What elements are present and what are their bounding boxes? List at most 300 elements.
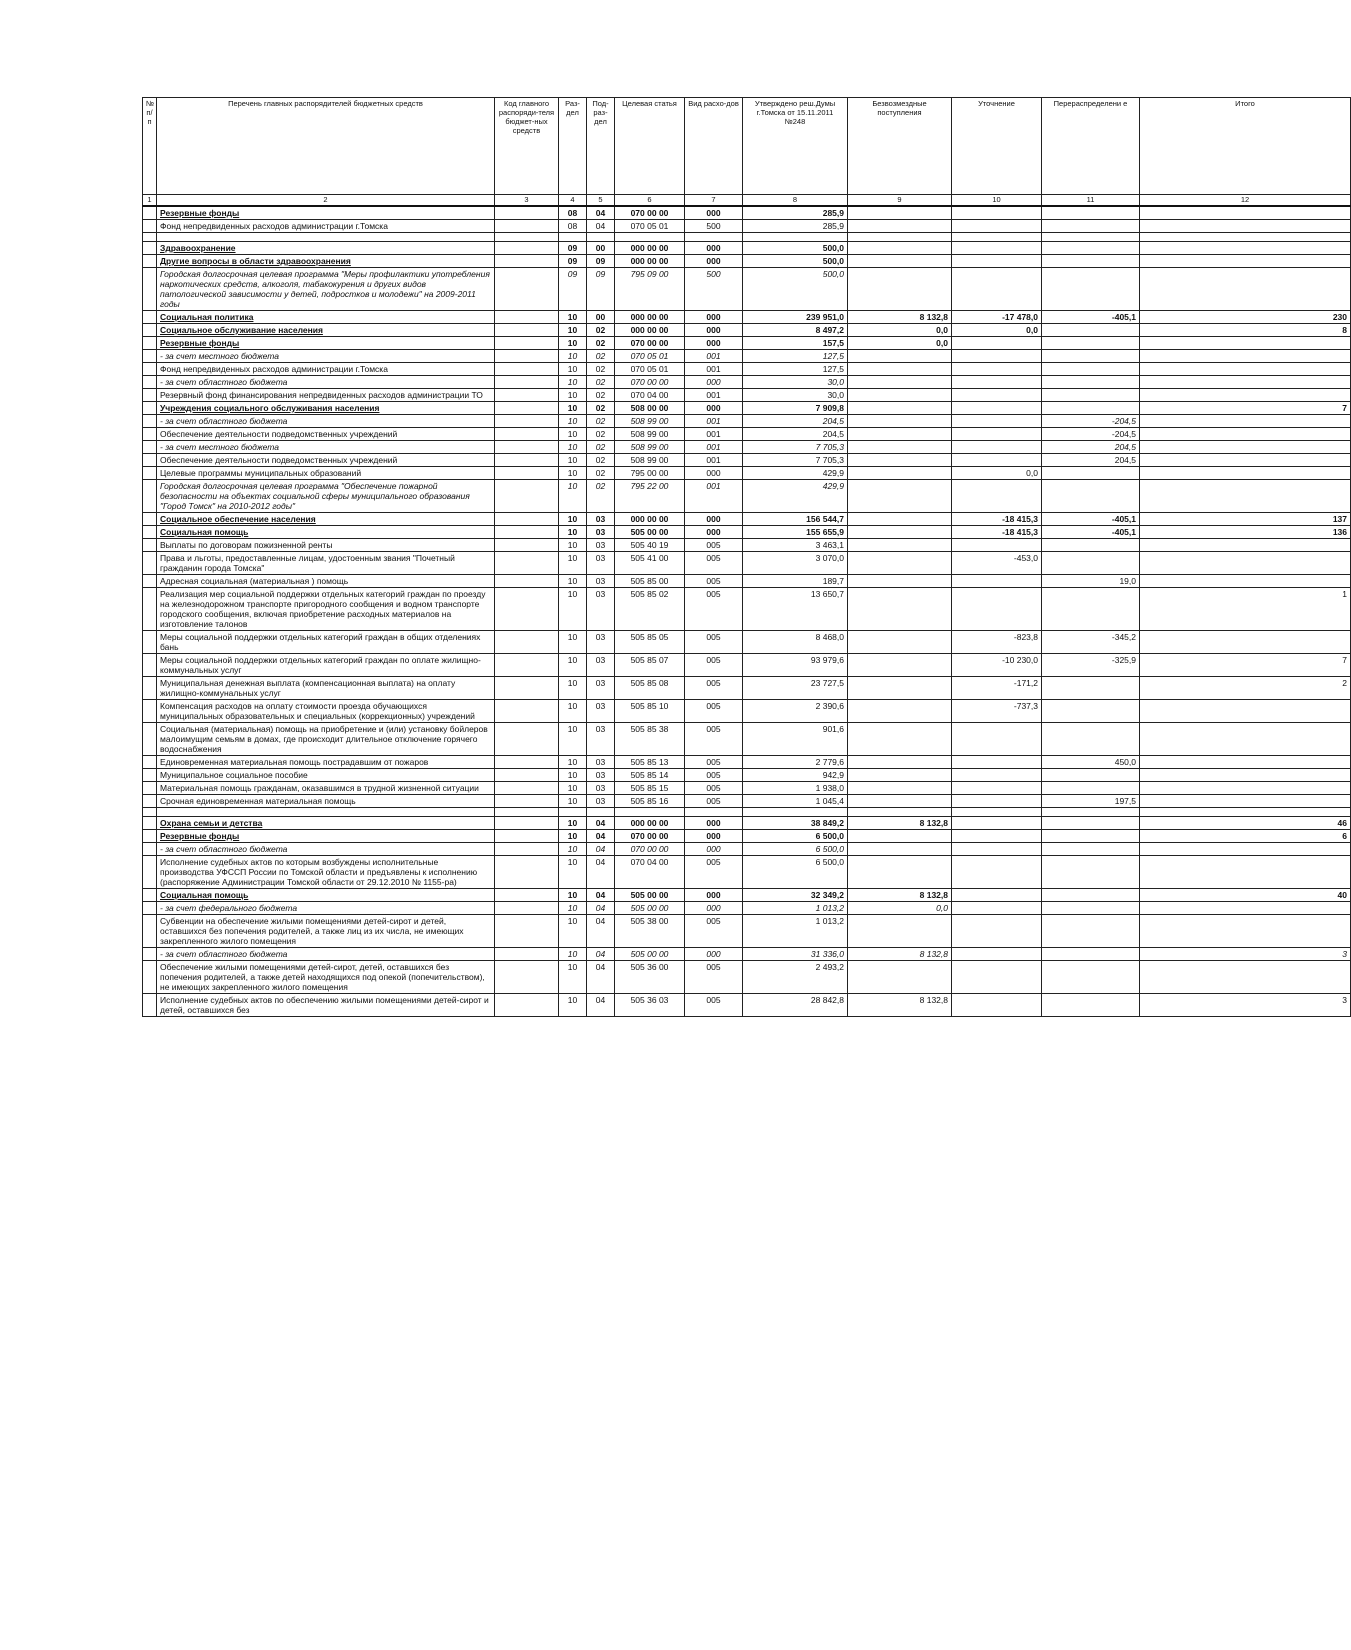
row-name: Резервные фонды <box>157 830 495 843</box>
row-total <box>1140 206 1351 220</box>
row-vid: 000 <box>685 889 743 902</box>
row-approved: 500,0 <box>743 242 848 255</box>
column-number: 10 <box>952 195 1042 207</box>
table-row <box>143 631 1351 654</box>
row-free-receipts <box>848 454 952 467</box>
row-podrazdel: 02 <box>587 376 615 389</box>
row-code <box>495 454 559 467</box>
row-article: 000 00 00 <box>615 242 685 255</box>
row-vid: 001 <box>685 454 743 467</box>
row-free-receipts: 8 132,8 <box>848 994 952 1017</box>
row-approved: 127,5 <box>743 350 848 363</box>
row-clarification: -453,0 <box>952 552 1042 575</box>
row-podrazdel: 02 <box>587 441 615 454</box>
row-total <box>1140 363 1351 376</box>
row-index <box>143 575 157 588</box>
row-code <box>495 889 559 902</box>
row-vid: 000 <box>685 206 743 220</box>
row-clarification <box>952 782 1042 795</box>
row-redistribution <box>1042 808 1140 817</box>
row-index <box>143 961 157 994</box>
row-index <box>143 552 157 575</box>
row-article: 505 00 00 <box>615 526 685 539</box>
spacer-row <box>143 233 1351 242</box>
row-clarification: 0,0 <box>952 467 1042 480</box>
row-approved: 8 468,0 <box>743 631 848 654</box>
row-name: Социальное обеспечение населения <box>157 513 495 526</box>
row-approved: 127,5 <box>743 363 848 376</box>
row-total: 7 <box>1140 654 1351 677</box>
row-article: 505 85 07 <box>615 654 685 677</box>
row-name: Компенсация расходов на оплату стоимости проезда обучающихся муниципальных образовательных и специальных (коррекционных) учреждений <box>157 700 495 723</box>
row-vid: 000 <box>685 324 743 337</box>
row-redistribution <box>1042 242 1140 255</box>
row-podrazdel: 09 <box>587 268 615 311</box>
row-total <box>1140 552 1351 575</box>
row-free-receipts <box>848 552 952 575</box>
row-index <box>143 402 157 415</box>
table-row <box>143 526 1351 539</box>
row-code <box>495 220 559 233</box>
row-article: 505 36 00 <box>615 961 685 994</box>
column-header: Вид расхо-дов <box>685 98 743 195</box>
table-row <box>143 588 1351 631</box>
row-razdel: 10 <box>559 324 587 337</box>
column-header: Перечень главных распорядителей бюджетных средств <box>157 98 495 195</box>
column-header: Итого <box>1140 98 1351 195</box>
row-article: 070 00 00 <box>615 376 685 389</box>
row-redistribution <box>1042 467 1140 480</box>
row-approved: 1 013,2 <box>743 915 848 948</box>
row-code <box>495 539 559 552</box>
row-approved: 93 979,6 <box>743 654 848 677</box>
row-vid: 005 <box>685 631 743 654</box>
row-name: Выплаты по договорам пожизненной ренты <box>157 539 495 552</box>
column-header: № п/п <box>143 98 157 195</box>
row-article: 070 00 00 <box>615 843 685 856</box>
row-approved: 239 951,0 <box>743 311 848 324</box>
row-razdel: 08 <box>559 206 587 220</box>
row-vid: 000 <box>685 843 743 856</box>
row-podrazdel: 03 <box>587 782 615 795</box>
budget-table <box>142 97 1351 1017</box>
row-free-receipts <box>848 700 952 723</box>
row-vid: 000 <box>685 513 743 526</box>
row-free-receipts <box>848 677 952 700</box>
row-clarification <box>952 441 1042 454</box>
row-index <box>143 467 157 480</box>
table-row <box>143 782 1351 795</box>
row-name: Социальная (материальная) помощь на приобретение и (или) установку бойлеров малоимущим семьям в домах, где происходит длительное отключение горячего водоснабжения <box>157 723 495 756</box>
row-total: 3 <box>1140 948 1351 961</box>
row-redistribution <box>1042 363 1140 376</box>
row-code <box>495 513 559 526</box>
row-index <box>143 588 157 631</box>
row-redistribution: -345,2 <box>1042 631 1140 654</box>
row-vid: 005 <box>685 782 743 795</box>
row-total <box>1140 220 1351 233</box>
row-clarification: -17 478,0 <box>952 311 1042 324</box>
row-article: 508 99 00 <box>615 415 685 428</box>
row-code <box>495 255 559 268</box>
column-header: Код главного распоряди-теля бюджет-ных средств <box>495 98 559 195</box>
row-free-receipts <box>848 255 952 268</box>
row-approved: 189,7 <box>743 575 848 588</box>
row-podrazdel: 02 <box>587 363 615 376</box>
row-total <box>1140 350 1351 363</box>
row-approved: 429,9 <box>743 480 848 513</box>
row-vid: 000 <box>685 817 743 830</box>
row-clarification <box>952 454 1042 467</box>
row-clarification <box>952 539 1042 552</box>
row-podrazdel: 02 <box>587 350 615 363</box>
table-row <box>143 454 1351 467</box>
row-code <box>495 337 559 350</box>
row-total <box>1140 843 1351 856</box>
row-index <box>143 480 157 513</box>
table-row <box>143 467 1351 480</box>
table-row <box>143 242 1351 255</box>
column-number: 12 <box>1140 195 1351 207</box>
row-total <box>1140 233 1351 242</box>
row-name: - за счет областного бюджета <box>157 948 495 961</box>
row-index <box>143 376 157 389</box>
row-vid: 005 <box>685 961 743 994</box>
row-clarification <box>952 723 1042 756</box>
row-code <box>495 654 559 677</box>
row-index <box>143 324 157 337</box>
row-redistribution: 197,5 <box>1042 795 1140 808</box>
row-free-receipts: 0,0 <box>848 337 952 350</box>
row-code <box>495 311 559 324</box>
row-clarification: -737,3 <box>952 700 1042 723</box>
row-vid: 000 <box>685 255 743 268</box>
row-redistribution: -405,1 <box>1042 311 1140 324</box>
row-razdel <box>559 233 587 242</box>
row-redistribution <box>1042 268 1140 311</box>
row-index <box>143 723 157 756</box>
row-clarification <box>952 206 1042 220</box>
row-name: Обеспечение деятельности подведомственных учреждений <box>157 454 495 467</box>
row-code <box>495 324 559 337</box>
row-approved: 204,5 <box>743 415 848 428</box>
table-row <box>143 324 1351 337</box>
row-razdel: 10 <box>559 575 587 588</box>
row-podrazdel: 02 <box>587 467 615 480</box>
row-code <box>495 782 559 795</box>
row-podrazdel: 09 <box>587 255 615 268</box>
row-name: Городская долгосрочная целевая программа "Обеспечение пожарной безопасности на объектах социальной сферы муниципального образования "Город Томск" на 2010-2012 годы" <box>157 480 495 513</box>
row-index <box>143 631 157 654</box>
row-vid: 500 <box>685 268 743 311</box>
row-free-receipts <box>848 795 952 808</box>
row-total <box>1140 700 1351 723</box>
table-row <box>143 961 1351 994</box>
row-index <box>143 539 157 552</box>
table-row <box>143 756 1351 769</box>
column-number: 8 <box>743 195 848 207</box>
row-clarification: -18 415,3 <box>952 526 1042 539</box>
row-approved: 2 493,2 <box>743 961 848 994</box>
row-total <box>1140 723 1351 756</box>
row-free-receipts <box>848 220 952 233</box>
table-row <box>143 337 1351 350</box>
row-podrazdel: 04 <box>587 889 615 902</box>
row-clarification <box>952 402 1042 415</box>
table-row <box>143 769 1351 782</box>
row-approved: 2 779,6 <box>743 756 848 769</box>
row-article <box>615 808 685 817</box>
row-total <box>1140 255 1351 268</box>
row-redistribution: -405,1 <box>1042 513 1140 526</box>
row-code <box>495 830 559 843</box>
row-redistribution <box>1042 233 1140 242</box>
row-code <box>495 350 559 363</box>
row-total <box>1140 376 1351 389</box>
row-razdel: 10 <box>559 363 587 376</box>
row-free-receipts <box>848 756 952 769</box>
row-vid <box>685 233 743 242</box>
row-index <box>143 389 157 402</box>
row-total <box>1140 441 1351 454</box>
row-index <box>143 441 157 454</box>
row-clarification <box>952 808 1042 817</box>
column-header: Уточнение <box>952 98 1042 195</box>
row-article: 795 00 00 <box>615 467 685 480</box>
row-vid: 005 <box>685 588 743 631</box>
row-index <box>143 454 157 467</box>
row-code <box>495 415 559 428</box>
row-redistribution <box>1042 588 1140 631</box>
row-index <box>143 220 157 233</box>
row-code <box>495 467 559 480</box>
row-clarification <box>952 856 1042 889</box>
row-index <box>143 268 157 311</box>
row-name: Исполнение судебных актов по которым возбуждены исполнительные производства УФССП России по Томской области и предъявлены к исполнению (распоряжение Администрации Томской области от 29.12.2010 № 1155-ра) <box>157 856 495 889</box>
row-index <box>143 948 157 961</box>
row-redistribution <box>1042 700 1140 723</box>
row-article: 000 00 00 <box>615 513 685 526</box>
row-clarification: -10 230,0 <box>952 654 1042 677</box>
row-vid: 000 <box>685 902 743 915</box>
row-name: Целевые программы муниципальных образований <box>157 467 495 480</box>
row-approved: 28 842,8 <box>743 994 848 1017</box>
row-razdel: 10 <box>559 454 587 467</box>
row-vid: 001 <box>685 428 743 441</box>
row-approved: 2 390,6 <box>743 700 848 723</box>
table-row <box>143 402 1351 415</box>
row-podrazdel: 04 <box>587 843 615 856</box>
row-razdel: 10 <box>559 723 587 756</box>
row-redistribution: 204,5 <box>1042 441 1140 454</box>
row-code <box>495 376 559 389</box>
table-row <box>143 350 1351 363</box>
row-article: 000 00 00 <box>615 324 685 337</box>
row-approved: 30,0 <box>743 389 848 402</box>
row-free-receipts <box>848 915 952 948</box>
table-row <box>143 700 1351 723</box>
row-vid: 000 <box>685 467 743 480</box>
row-total <box>1140 467 1351 480</box>
row-total: 230 <box>1140 311 1351 324</box>
row-redistribution <box>1042 539 1140 552</box>
row-free-receipts <box>848 723 952 756</box>
row-redistribution <box>1042 843 1140 856</box>
table-row <box>143 376 1351 389</box>
row-podrazdel: 04 <box>587 817 615 830</box>
row-code <box>495 441 559 454</box>
row-razdel: 10 <box>559 337 587 350</box>
row-approved: 8 497,2 <box>743 324 848 337</box>
row-name: Адресная социальная (материальная ) помощь <box>157 575 495 588</box>
row-razdel: 10 <box>559 961 587 994</box>
row-razdel: 10 <box>559 552 587 575</box>
row-code <box>495 961 559 994</box>
table-row <box>143 677 1351 700</box>
row-free-receipts <box>848 242 952 255</box>
row-approved <box>743 233 848 242</box>
row-index <box>143 769 157 782</box>
row-approved: 6 500,0 <box>743 843 848 856</box>
row-razdel: 10 <box>559 948 587 961</box>
row-podrazdel: 03 <box>587 677 615 700</box>
row-clarification <box>952 795 1042 808</box>
row-approved: 38 849,2 <box>743 817 848 830</box>
row-index <box>143 677 157 700</box>
row-approved: 3 070,0 <box>743 552 848 575</box>
row-code <box>495 206 559 220</box>
row-vid: 001 <box>685 415 743 428</box>
row-index <box>143 817 157 830</box>
row-index <box>143 756 157 769</box>
row-razdel: 10 <box>559 480 587 513</box>
row-index <box>143 350 157 363</box>
row-clarification <box>952 961 1042 994</box>
row-name: Права и льготы, предоставленные лицам, удостоенным звания "Почетный гражданин города Томска" <box>157 552 495 575</box>
row-code <box>495 363 559 376</box>
row-name: Меры социальной поддержки отдельных категорий граждан в общих отделениях бань <box>157 631 495 654</box>
row-index <box>143 808 157 817</box>
row-vid: 000 <box>685 376 743 389</box>
table-row <box>143 363 1351 376</box>
row-vid: 000 <box>685 337 743 350</box>
row-code <box>495 575 559 588</box>
row-article: 505 41 00 <box>615 552 685 575</box>
row-vid: 005 <box>685 552 743 575</box>
row-total <box>1140 795 1351 808</box>
row-article: 000 00 00 <box>615 311 685 324</box>
row-podrazdel: 04 <box>587 856 615 889</box>
row-razdel: 10 <box>559 994 587 1017</box>
row-index <box>143 795 157 808</box>
row-razdel: 10 <box>559 350 587 363</box>
row-razdel: 10 <box>559 677 587 700</box>
row-razdel: 10 <box>559 830 587 843</box>
row-free-receipts <box>848 206 952 220</box>
row-vid: 005 <box>685 756 743 769</box>
row-total <box>1140 856 1351 889</box>
row-razdel <box>559 808 587 817</box>
row-total: 136 <box>1140 526 1351 539</box>
row-article: 070 05 01 <box>615 350 685 363</box>
row-razdel: 10 <box>559 311 587 324</box>
row-name: Субвенции на обеспечение жилыми помещениями детей-сирот и детей, оставшихся без попечения родителей, а также лиц из их числа, не имеющих закрепленного жилого помещения <box>157 915 495 948</box>
row-vid: 005 <box>685 539 743 552</box>
row-free-receipts: 8 132,8 <box>848 948 952 961</box>
row-approved: 901,6 <box>743 723 848 756</box>
row-podrazdel: 02 <box>587 402 615 415</box>
row-name: - за счет областного бюджета <box>157 376 495 389</box>
row-total <box>1140 415 1351 428</box>
row-index <box>143 255 157 268</box>
row-podrazdel: 03 <box>587 552 615 575</box>
row-free-receipts <box>848 363 952 376</box>
row-approved: 7 705,3 <box>743 441 848 454</box>
row-code <box>495 428 559 441</box>
row-redistribution: -325,9 <box>1042 654 1140 677</box>
row-approved: 204,5 <box>743 428 848 441</box>
row-approved: 13 650,7 <box>743 588 848 631</box>
row-redistribution <box>1042 769 1140 782</box>
row-total <box>1140 808 1351 817</box>
column-number: 4 <box>559 195 587 207</box>
row-approved: 157,5 <box>743 337 848 350</box>
table-row <box>143 843 1351 856</box>
row-code <box>495 769 559 782</box>
table-row <box>143 539 1351 552</box>
row-redistribution: 204,5 <box>1042 454 1140 467</box>
column-number: 1 <box>143 195 157 207</box>
row-total <box>1140 902 1351 915</box>
row-name <box>157 808 495 817</box>
row-approved: 285,9 <box>743 206 848 220</box>
row-index <box>143 902 157 915</box>
row-code <box>495 902 559 915</box>
row-article: 505 40 19 <box>615 539 685 552</box>
row-code <box>495 402 559 415</box>
row-razdel: 10 <box>559 631 587 654</box>
row-total: 7 <box>1140 402 1351 415</box>
row-approved: 1 013,2 <box>743 902 848 915</box>
row-podrazdel: 04 <box>587 994 615 1017</box>
row-total <box>1140 480 1351 513</box>
row-redistribution <box>1042 677 1140 700</box>
row-index <box>143 415 157 428</box>
row-vid: 005 <box>685 769 743 782</box>
row-name: Социальное обслуживание населения <box>157 324 495 337</box>
spacer-row <box>143 808 1351 817</box>
row-free-receipts <box>848 654 952 677</box>
row-free-receipts <box>848 575 952 588</box>
row-code <box>495 994 559 1017</box>
row-name: Муниципальное социальное пособие <box>157 769 495 782</box>
row-code <box>495 268 559 311</box>
row-index <box>143 242 157 255</box>
row-vid: 000 <box>685 311 743 324</box>
row-podrazdel <box>587 808 615 817</box>
row-razdel: 10 <box>559 902 587 915</box>
row-article: 508 99 00 <box>615 454 685 467</box>
column-number: 3 <box>495 195 559 207</box>
row-podrazdel: 03 <box>587 769 615 782</box>
row-free-receipts <box>848 830 952 843</box>
row-total <box>1140 268 1351 311</box>
column-header: Раз-дел <box>559 98 587 195</box>
row-razdel: 10 <box>559 654 587 677</box>
row-name: Социальная помощь <box>157 526 495 539</box>
row-total: 40 <box>1140 889 1351 902</box>
row-clarification <box>952 902 1042 915</box>
